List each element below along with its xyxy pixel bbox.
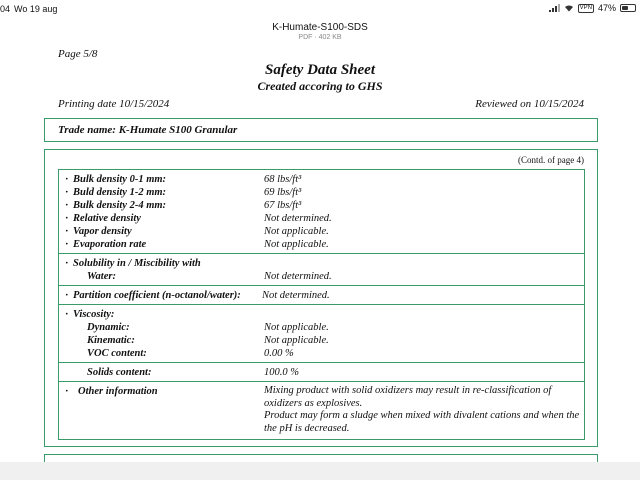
properties-box [44, 149, 598, 447]
solids-group [59, 363, 584, 382]
property-sublabel: Dynamic: [87, 322, 130, 333]
table-row [59, 334, 584, 347]
table-row [59, 321, 584, 334]
property-value: 69 lbs/ft³ [264, 187, 302, 198]
battery-fill [622, 6, 628, 10]
property-value: Not applicable. [264, 322, 329, 333]
other-info-line-2: Product may form a sludge when mixed with divalent cations and when the the pH is decreased. [264, 410, 580, 434]
sheet-title: Safety Data Sheet [265, 62, 375, 78]
property-value: 0.00 % [264, 348, 294, 359]
table-row: · Partition coefficient (n-octanol/water): Not determined. [65, 290, 330, 301]
vpn-badge: VPN [579, 4, 592, 11]
property-sublabel: Solids content: [87, 367, 152, 378]
reviewed-date: Reviewed on 10/15/2024 [475, 98, 584, 110]
property-value: 100.0 % [264, 367, 299, 378]
property-label: Solubility in / Miscibility with [73, 258, 201, 269]
table-row: · Bulk density 0-1 mm: 68 lbs/ft³ [65, 174, 302, 185]
table-row [59, 270, 584, 283]
property-sublabel: Water: [87, 271, 116, 282]
property-value: Not applicable. [264, 335, 329, 346]
solubility-group [59, 254, 584, 286]
table-row: · Viscosity: [65, 309, 115, 320]
trade-name-box [44, 118, 598, 142]
date: Wo 19 aug [14, 4, 58, 14]
density-group [59, 170, 584, 254]
clock: 04 [0, 4, 11, 14]
table-row: · Other information [65, 386, 158, 397]
properties-table [58, 169, 585, 440]
cellular-signal-icon [549, 4, 560, 12]
property-value: Not determined. [264, 213, 332, 224]
document-meta: PDF · 402 KB [298, 34, 342, 41]
table-row [59, 347, 584, 360]
property-sublabel: Kinematic: [87, 335, 135, 346]
property-value: Not determined. [264, 271, 332, 282]
status-icons [549, 3, 636, 13]
property-label: Vapor density [73, 226, 132, 237]
property-label: Bulk density 2-4 mm: [73, 200, 167, 211]
property-value: Not applicable. [264, 226, 329, 237]
document-header [0, 18, 640, 46]
continued-note: (Contd. of page 4) [518, 155, 584, 165]
battery-icon [620, 4, 636, 12]
wifi-icon [564, 4, 574, 12]
printing-date: Printing date 10/15/2024 [58, 98, 170, 110]
pdf-page[interactable] [0, 46, 640, 462]
viscosity-group [59, 305, 584, 363]
battery-percent: 47% [597, 3, 616, 13]
property-value: Not determined. [262, 290, 330, 301]
sheet-subtitle: Created accoring to GHS [257, 79, 383, 93]
property-sublabel: VOC content: [87, 348, 147, 359]
table-row: · Relative density Not determined. [65, 213, 332, 224]
page-number: Page 5/8 [58, 48, 98, 60]
property-label: Buld density 1-2 mm: [73, 187, 167, 198]
table-row [59, 366, 584, 379]
property-label: Bulk density 0-1 mm: [73, 174, 167, 185]
document-title[interactable]: K-Humate-S100-SDS [272, 22, 368, 33]
property-label: Evaporation rate [73, 239, 147, 250]
other-info-group [59, 382, 584, 440]
table-row: · Solubility in / Miscibility with [65, 258, 201, 269]
property-value: Not applicable. [264, 239, 329, 250]
status-bar [0, 0, 640, 18]
table-row: · Evaporation rate Not applicable. [65, 239, 329, 250]
bottom-toolbar [0, 462, 640, 480]
property-label: Viscosity: [73, 309, 115, 320]
table-row: · Bulk density 2-4 mm: 67 lbs/ft³ [65, 200, 302, 211]
other-info-value [264, 385, 584, 435]
property-label: Partition coefficient (n-octanol/water): [73, 290, 241, 301]
property-value: 68 lbs/ft³ [264, 174, 302, 185]
other-info-line-1: Mixing product with solid oxidizers may result in re-classification of oxidizers as explosives. [264, 385, 552, 409]
property-label: Relative density [73, 213, 141, 224]
table-row: · Vapor density Not applicable. [65, 226, 329, 237]
property-value: 67 lbs/ft³ [264, 200, 302, 211]
trade-name: Trade name: K-Humate S100 Granular [58, 124, 238, 136]
partition-group [59, 286, 584, 305]
table-row: · Buld density 1-2 mm: 69 lbs/ft³ [65, 187, 302, 198]
property-label: Other information [78, 386, 158, 397]
